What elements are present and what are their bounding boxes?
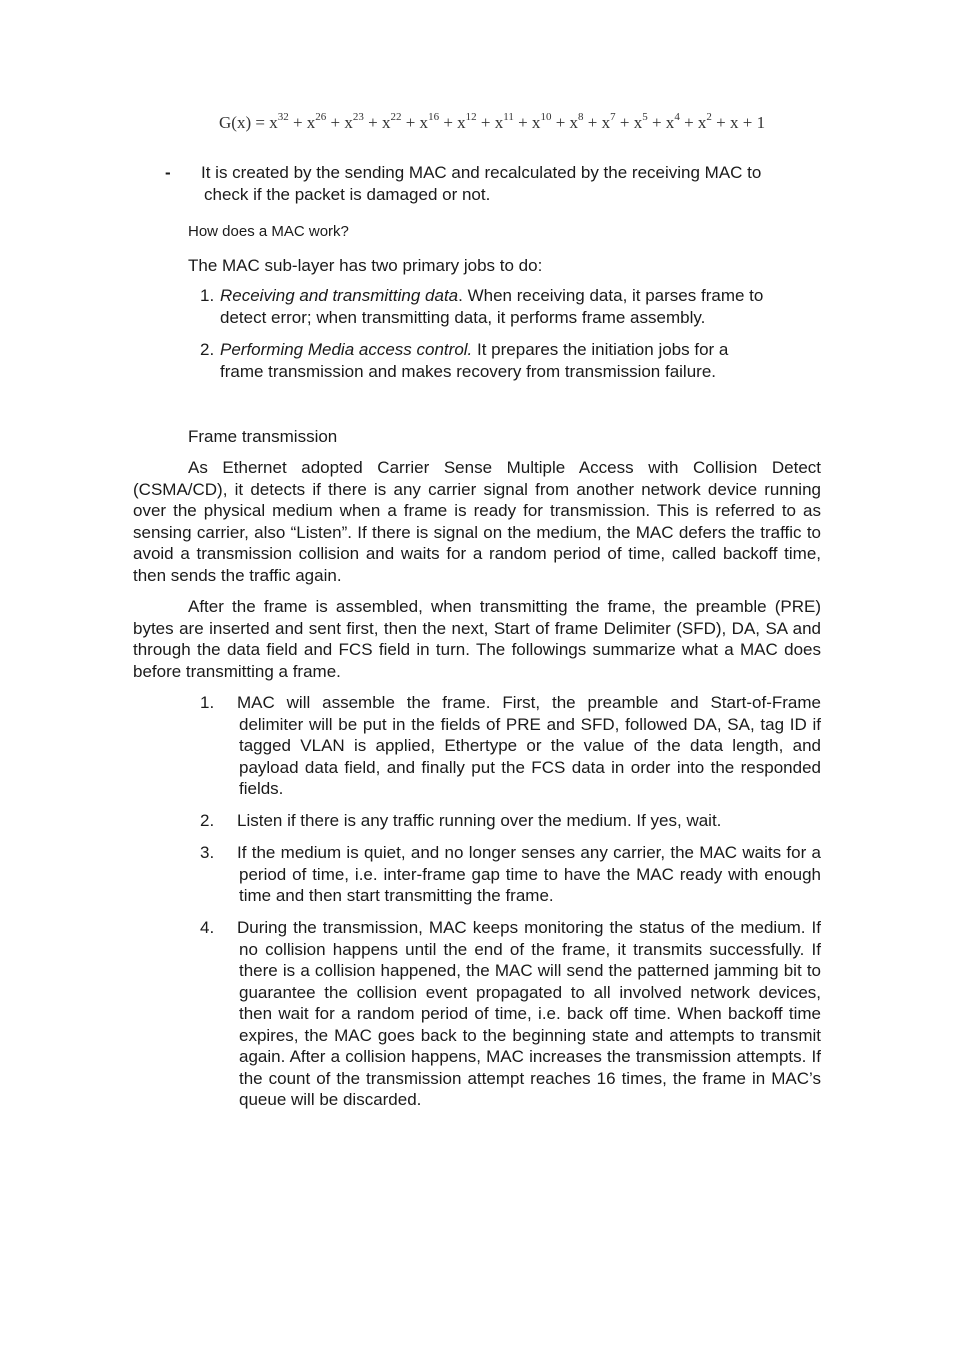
bullet-text <box>201 162 821 205</box>
bullet-line-1: It is created by the sending MAC and recalculated by the receiving MAC to <box>201 163 762 182</box>
formula-term: $x^{32}$ <box>269 111 289 132</box>
formula-term: + $x^4$ <box>647 111 680 132</box>
formula-exponent: 11 <box>503 111 514 124</box>
formula-exponent: 12 <box>465 111 477 124</box>
step-number: 1. <box>200 693 215 712</box>
step-item-1 <box>200 692 821 800</box>
step-number: 4. <box>200 918 215 937</box>
step-item-3 <box>200 842 821 907</box>
step-text: MAC will assemble the frame. First, the preamble and Start-of-Frame delimiter will be put in the fields of PRE and SFD, followed DA, SA, tag ID if tagged VLAN is applied, Ethertype or the value of the data length, and payload data field, and finally put the FCS data in order into the responded fields. <box>237 693 821 798</box>
job-title: Performing Media access control. <box>220 340 473 359</box>
formula-terms <box>269 113 765 132</box>
formula-term: + $x^{10}$ <box>513 111 552 132</box>
formula-term: + $x^5$ <box>615 111 648 132</box>
formula-term: + $x^2$ <box>679 111 712 132</box>
formula-exponent: 22 <box>390 111 402 124</box>
job-number: 1. <box>200 286 215 305</box>
formula-exponent: 8 <box>578 111 584 124</box>
step-text: If the medium is quiet, and no longer senses any carrier, the MAC waits for a period of time, i.e. inter-frame gap time to have the MAC ready with enough time and then start transmitting the frame. <box>237 843 821 905</box>
paragraph-csma-cd: As Ethernet adopted Carrier Sense Multiple Access with Collision Detect (CSMA/CD), it detects if there is any carrier signal from another network device running over the physical medium when a frame is ready for transmission. This is referred to as sensing carrier, also “Listen”. If there is signal on the medium, the MAC defers the traffic to avoid a transmission collision and waits for a random period of time, called backoff time, then sends the traffic again. <box>133 458 821 585</box>
formula-term: + $x^7$ <box>583 111 616 132</box>
formula-exponent: 16 <box>428 111 440 124</box>
formula-exponent: 2 <box>706 111 712 124</box>
mac-intro: The MAC sub-layer has two primary jobs to do: <box>188 256 543 275</box>
frame-transmission-heading: Frame transmission <box>188 427 338 446</box>
formula-term: + $x^{22}$ <box>363 111 402 132</box>
formula-exponent: 23 <box>352 111 364 124</box>
job-text-line-2: detect error; when transmitting data, it performs frame assembly. <box>220 307 706 327</box>
formula-term: + $x^{23}$ <box>326 111 364 132</box>
job-title: Receiving and transmitting data <box>220 286 459 305</box>
step-item-2 <box>200 810 821 832</box>
formula-exponent: 4 <box>674 111 680 124</box>
formula-lhs: G(x) = <box>219 113 265 132</box>
formula-exponent: 7 <box>610 111 616 124</box>
formula-term: + 1 <box>738 113 766 132</box>
job-text-line-2: frame transmission and makes recovery from transmission failure. <box>220 361 716 381</box>
step-item-4 <box>200 917 821 1111</box>
formula-exponent: 5 <box>642 111 648 124</box>
step-text: Listen if there is any traffic running over the medium. If yes, wait. <box>237 811 722 830</box>
crc-polynomial-formula <box>219 113 819 133</box>
job-item-2 <box>200 339 822 382</box>
formula-term: + x <box>711 113 739 132</box>
formula-term: + $x^{12}$ <box>439 111 477 132</box>
formula-exponent: 32 <box>277 111 289 124</box>
job-number: 2. <box>200 340 215 359</box>
paragraph-frame-assembly: After the frame is assembled, when transmitting the frame, the preamble (PRE) bytes are inserted and sent first, then the next, Start of frame Delimiter (SFD), DA, SA and through the data field and FCS field in turn. The followings summarize what a MAC does before transmitting a frame. <box>133 597 821 681</box>
formula-term: + $x^{26}$ <box>288 111 327 132</box>
step-number: 3. <box>200 843 215 862</box>
job-text-rest: It prepares the initiation jobs for a <box>472 340 729 359</box>
step-number: 2. <box>200 811 215 830</box>
bullet-line-2: check if the packet is damaged or not. <box>204 184 491 204</box>
job-text-rest: . When receiving data, it parses frame to <box>458 286 764 305</box>
step-text: During the transmission, MAC keeps monitoring the status of the medium. If no collision happens until the end of the frame, it transmits successfully. If there is a collision happened, the MAC will send the patterned jamming bit to guarantee the collision event propagated to all involved network devices, then wait for a random period of time, i.e. back off time. When backoff time expires, the MAC goes back to the beginning state and attempts to transmit again. After a collision happens, MAC increases the transmission attempts. If the count of the transmission attempt reaches 16 times, the frame in MAC’s queue will be discarded. <box>237 918 821 1109</box>
mac-heading: How does a MAC work? <box>188 223 349 240</box>
formula-term: + $x^8$ <box>551 111 584 132</box>
formula-term: + $x^{16}$ <box>401 111 440 132</box>
bullet-dash: - <box>165 163 171 182</box>
formula-term: + $x^{11}$ <box>476 111 514 132</box>
formula-exponent: 26 <box>315 111 327 124</box>
formula-exponent: 10 <box>540 111 552 124</box>
job-item-1 <box>200 285 822 328</box>
